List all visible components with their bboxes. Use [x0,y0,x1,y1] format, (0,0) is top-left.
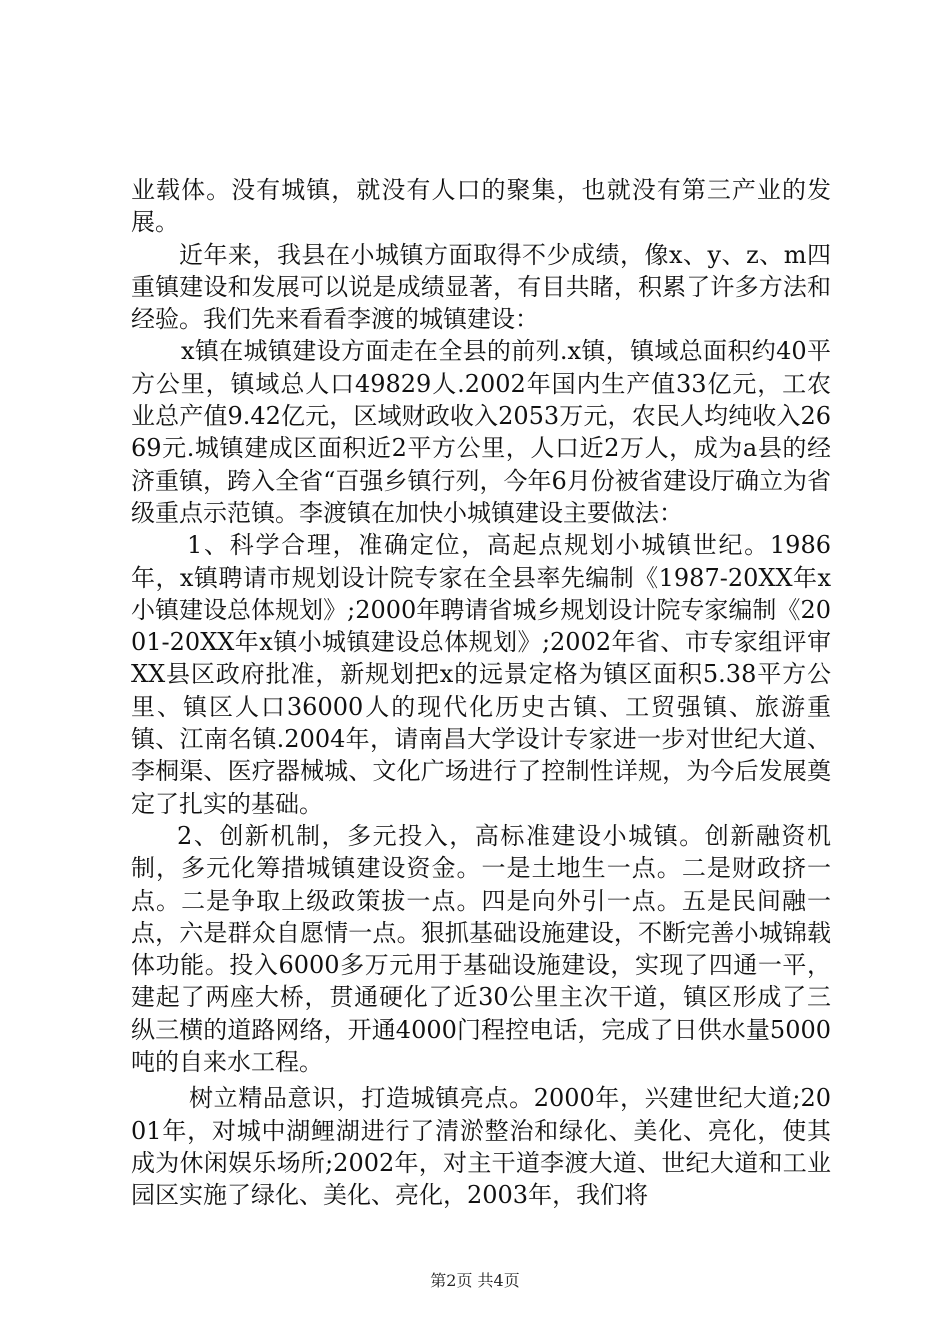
paragraph-2: 近年来，我县在小城镇方面取得不少成绩，像x、y、z、m四重镇建设和发展可以说是成绩显著，有目共睹，积累了许多方法和经验。我们先来看看李渡的城镇建设： [131,240,831,334]
paragraph-1: 业载体。没有城镇，就没有人口的聚集，也就没有第三产业的发展。 [131,176,831,237]
page-footer: 第2页 共4页 [430,1271,520,1290]
paragraph-5: 2、创新机制，多元投入，高标准建设小城镇。创新融资机制，多元化筹措城镇建设资金。一是土地生一点。二是财政挤一点。二是争取上级政策拔一点。四是向外引一点。五是民间融一点，六是群众自愿情一点。狠抓基础设施建设，不断完善小城锦载体功能。投入6000多万元用于基础设施建设，实现了四通一平，建起了两座大桥，贯通硬化了近30公里主次干道，镇区形成了三纵三横的道路网络，开通4000门程控电话，完成了日供水量5000吨的自来水工程。 [131,821,831,1077]
document-body [131,174,831,1212]
paragraph-4: 1、科学合理，准确定位，高起点规划小城镇世纪。1986年，x镇聘请市规划设计院专家在全县率先编制《1987-20XX年x小镇建设总体规划》;2000年聘请省城乡规划设计院专家编制《2001-20XX年x镇小城镇建设总体规划》;2002年省、市专家组评审XX县区政府批准，新规划把x的远景定格为镇区面积5.38平方公里、镇区人口36000人的现代化历史古镇、工贸强镇、旅游重镇、江南名镇.2004年，请南昌大学设计专家进一步对世纪大道、李桐渠、医疗器械城、文化广场进行了控制性详规，为今后发展奠定了扎实的基础。 [131,531,831,818]
paragraph-6: 树立精品意识，打造城镇亮点。2000年，兴建世纪大道;2001年，对城中湖鲤湖进行了清淤整治和绿化、美化、亮化，使其成为休闲娱乐场所;2002年，对主干道李渡大道、世纪大道和工业园区实施了绿化、美化、亮化，2003年，我们将 [131,1084,831,1210]
paragraph-3: x镇在城镇建设方面走在全县的前列.x镇，镇域总面积约40平方公里，镇域总人口49829人.2002年国内生产值33亿元，工农业总产值9.42亿元，区域财政收入2053万元，农民人均纯收入2669元.城镇建成区面积近2平方公里，人口近2万人，成为a县的经济重镇，跨入全省“百强乡镇行列，今年6月份被省建设厅确立为省级重点示范镇。李渡镇在加快小城镇建设主要做法： [131,337,831,527]
